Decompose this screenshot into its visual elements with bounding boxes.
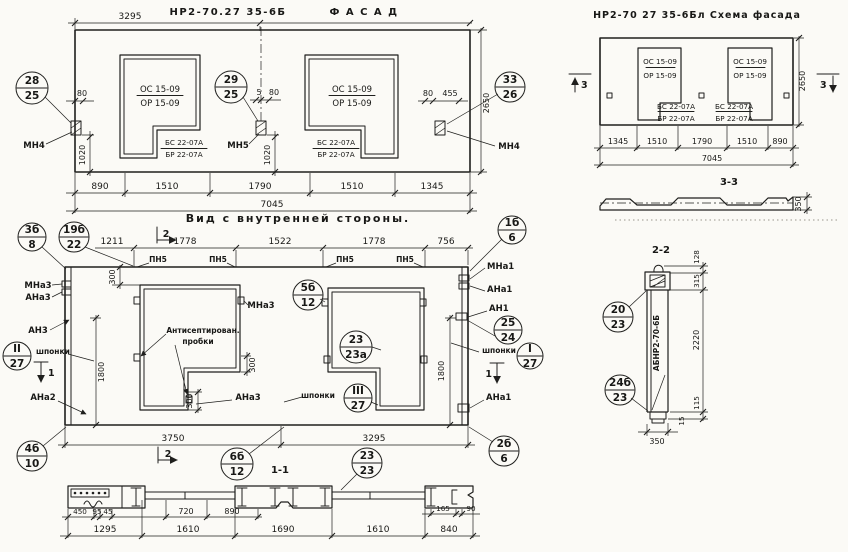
dim-2650: 2650 (482, 92, 491, 114)
label-pn5-4: ПН5 (396, 255, 414, 264)
section-mark-2-top: 2 (162, 229, 170, 240)
dim-2650: 2650 (798, 70, 807, 92)
callout-bottom: 6 (508, 232, 516, 244)
callout-bottom: 22 (66, 239, 82, 251)
door2-frame-label: БР 22-07А (715, 114, 753, 123)
dim-95: 95 (92, 507, 102, 516)
door1-sash-label: БС 22-07А (164, 138, 204, 147)
dim-15: 15 (677, 416, 686, 426)
dim-45: 45 (103, 507, 113, 516)
dim-3295: 3295 (118, 12, 142, 22)
inner-outline (62, 267, 469, 425)
window1-frame-label: ОР 15-09 (140, 99, 180, 109)
callout-top: 28 (24, 75, 40, 87)
dim-350: 350 (794, 196, 803, 212)
section-2-2 (603, 245, 708, 446)
callout-top: 4б (24, 443, 40, 455)
inner-middle-labels (141, 301, 335, 404)
section-2-2-title: 2-2 (651, 245, 671, 256)
dim-1510b: 1510 (340, 182, 364, 192)
callout-top: 29 (223, 74, 239, 86)
dim-1522: 1522 (268, 237, 292, 247)
callout-I-27 (517, 343, 543, 370)
label-pn5-2: ПН5 (209, 255, 227, 264)
callout-top: 25 (500, 317, 516, 329)
callout-bottom: 27 (9, 358, 25, 370)
window2-sash-label: ОС 15-09 (733, 57, 767, 66)
dim-115: 115 (692, 396, 701, 410)
callout-top: II (13, 343, 21, 355)
dim-80-left: 80 (76, 89, 88, 98)
dim-1345: 1345 (607, 137, 629, 146)
inner-bottom-dimensions (58, 426, 475, 448)
dim-350: 350 (649, 437, 665, 446)
label-mna3-left: МНа3 (24, 281, 52, 291)
section-1-1-dimensions (60, 500, 480, 539)
dim-300-2: 300 (248, 357, 257, 373)
door1-frame-label: БР 22-07А (657, 114, 695, 123)
inner-section-marks (34, 227, 504, 463)
label-shponki-right: шпонки (482, 346, 516, 355)
anchor-mn4-left: МН4 (23, 141, 45, 151)
callout-bottom: 25 (24, 90, 40, 102)
door1-frame-label: БР 22-07А (165, 150, 203, 159)
section-mark-3-left: 3 (581, 80, 588, 91)
section-1-1-callout-23-23 (341, 448, 382, 490)
section-mark-1-right: 1 (485, 369, 492, 380)
label-plugs-line1: Антисептирован. (166, 326, 240, 335)
section-2-2-profile (645, 265, 670, 423)
callout-bottom: 10 (24, 458, 40, 470)
dim-455: 455 (442, 89, 458, 98)
dim-1690: 1690 (271, 525, 295, 535)
callout-bottom: 12 (300, 297, 316, 309)
callout-3b-8 (18, 223, 66, 269)
schema-window-labels (643, 57, 767, 123)
dim-2220: 2220 (692, 329, 701, 351)
dim-1345: 1345 (420, 182, 444, 192)
dim-720: 720 (178, 507, 194, 516)
callout-top: 19б (63, 224, 85, 236)
dim-450: 450 (73, 507, 87, 516)
facade-drawing (16, 7, 525, 214)
door2-sash-label: БС 22-07А (316, 138, 356, 147)
schema-drawing (569, 10, 840, 220)
window1-frame-label: ОР 15-09 (643, 71, 677, 80)
callout-bottom: 27 (522, 358, 538, 370)
callout-29-25 (215, 71, 247, 103)
dim-1610a: 1610 (176, 525, 200, 535)
dim-1020-mid: 1020 (263, 144, 272, 166)
label-shponki-mid: шпонки (301, 391, 335, 400)
inner-view-title: Вид с внутренней стороны. (185, 212, 411, 225)
schema-title: НР2-70 27 35-6Бл Схема фасада (593, 10, 801, 21)
section-1-1-profile (68, 486, 473, 508)
dim-1295: 1295 (93, 525, 117, 535)
callout-33-26 (495, 72, 525, 102)
dim-128: 128 (692, 250, 701, 264)
callout-top: 2б (496, 438, 512, 450)
dim-1020-left: 1020 (78, 144, 87, 166)
callout-top: 24б (609, 377, 631, 389)
callout-top: 20 (610, 304, 626, 316)
label-mna1: МНа1 (487, 262, 515, 272)
dim-7045: 7045 (260, 200, 284, 210)
dim-890: 890 (224, 507, 240, 516)
dim-890: 890 (91, 182, 109, 192)
callout-bottom: 26 (502, 89, 518, 101)
label-ana1-top: АНа1 (487, 285, 513, 295)
schema-outline (600, 38, 793, 125)
door2-frame-label: БР 22-07А (317, 150, 355, 159)
callout-bottom: 23 (612, 392, 628, 404)
dim-1800-left: 1800 (97, 361, 106, 383)
dim-890: 890 (772, 137, 788, 146)
door2-sash-label: БС 22-07А (714, 102, 754, 111)
section-1-1 (60, 448, 480, 539)
dim-1800-right: 1800 (437, 360, 446, 382)
dim-1790: 1790 (248, 182, 272, 192)
callout-bottom: 23 (359, 465, 375, 477)
dim-1510b: 1510 (736, 137, 758, 146)
callout-top: 1б (504, 217, 520, 229)
dim-300-3: 300 (185, 393, 194, 409)
callout-top: 23 (359, 450, 375, 462)
dim-165: 165 (436, 504, 450, 513)
label-plugs-line2: пробки (182, 337, 214, 346)
callout-bottom: 24 (500, 332, 516, 344)
label-ana1-bottom: АНа1 (486, 393, 512, 403)
dim-1778a: 1778 (173, 237, 197, 247)
section-mark-3-right: 3 (820, 80, 827, 91)
dim-1510a: 1510 (646, 137, 668, 146)
dim-90: 90 (466, 504, 476, 513)
label-ana2: АНа2 (30, 393, 56, 403)
label-an1: АН1 (489, 304, 509, 314)
section-mark-2-bottom: 2 (164, 449, 172, 460)
label-pn5-1: ПН5 (149, 255, 167, 264)
label-an3: АН3 (28, 326, 48, 336)
inner-left-labels (24, 281, 94, 414)
dim-80-mid: 80 (268, 88, 280, 97)
callout-bottom: 23а (345, 349, 367, 361)
schema-dimensions (594, 35, 807, 168)
section-mark-1-left: 1 (48, 368, 55, 379)
callout-4b-10 (17, 427, 66, 471)
window2-frame-label: ОР 15-09 (733, 71, 767, 80)
callout-top: 23 (348, 334, 364, 346)
label-mna3-mid: МНа3 (247, 301, 275, 311)
callout-2b-6 (469, 427, 519, 466)
callout-bottom: 25 (223, 89, 239, 101)
window2-frame-label: ОР 15-09 (332, 99, 372, 109)
callout-top: 33 (502, 74, 518, 86)
dim-1778b: 1778 (362, 237, 386, 247)
callout-23-23a (340, 331, 381, 363)
callout-25-24 (467, 316, 522, 344)
facade-dimensions (66, 12, 491, 214)
door1-sash-label: БС 22-07А (656, 102, 696, 111)
anchor-mn5: МН5 (227, 141, 249, 151)
section-3-3-title: 3-3 (719, 177, 739, 188)
inner-top-dimensions (95, 237, 473, 267)
dim-5: 5 (256, 88, 262, 97)
callout-II-27 (3, 342, 31, 370)
callout-20-23 (603, 291, 646, 332)
section-2-2-dimensions (638, 250, 708, 446)
panel-type-label: АБНР2-70-6Б (652, 314, 661, 372)
dim-3750: 3750 (161, 434, 185, 444)
callout-bottom: 23 (610, 319, 626, 331)
callout-III-27 (344, 384, 378, 412)
callout-bottom: 12 (229, 466, 245, 478)
anchor-mn4-right: МН4 (498, 142, 520, 152)
dim-1510a: 1510 (155, 182, 179, 192)
window2-sash-label: ОС 15-09 (331, 85, 373, 95)
callout-bottom: 8 (28, 239, 36, 251)
facade-code: НР2-70.27 35-6Б (169, 7, 287, 18)
label-shponki-left: шпонки (36, 347, 70, 356)
window1-sash-label: ОС 15-09 (643, 57, 677, 66)
dim-80-right: 80 (422, 89, 434, 98)
callout-top: III (352, 385, 364, 397)
section-1-1-title: 1-1 (270, 465, 290, 476)
callout-bottom: 6 (500, 453, 508, 465)
section-3-3 (600, 177, 840, 220)
dim-1790: 1790 (691, 137, 713, 146)
dim-300-1: 300 (108, 269, 117, 285)
callout-top: I (528, 343, 532, 355)
label-ana3-mid: АНа3 (235, 393, 261, 403)
dim-840: 840 (440, 525, 458, 535)
callout-bottom: 27 (350, 400, 366, 412)
callout-5b-12 (293, 280, 325, 310)
label-ana3-left: АНа3 (25, 293, 51, 303)
dim-3295: 3295 (362, 434, 386, 444)
window1-sash-label: ОС 15-09 (139, 85, 181, 95)
label-pn5-3: ПН5 (336, 255, 354, 264)
dim-7045: 7045 (701, 154, 723, 163)
callout-top: 6б (229, 451, 245, 463)
callout-top: 5б (300, 282, 316, 294)
dim-1610b: 1610 (366, 525, 390, 535)
callout-28-25 (16, 72, 48, 104)
callout-top: 3б (24, 224, 40, 236)
facade-title: Ф А С А Д (329, 7, 399, 18)
dim-1211: 1211 (100, 237, 124, 247)
dim-315: 315 (692, 274, 701, 288)
callout-24b-23 (605, 375, 648, 411)
dim-756: 756 (437, 237, 455, 247)
inner-view-drawing (3, 212, 543, 480)
